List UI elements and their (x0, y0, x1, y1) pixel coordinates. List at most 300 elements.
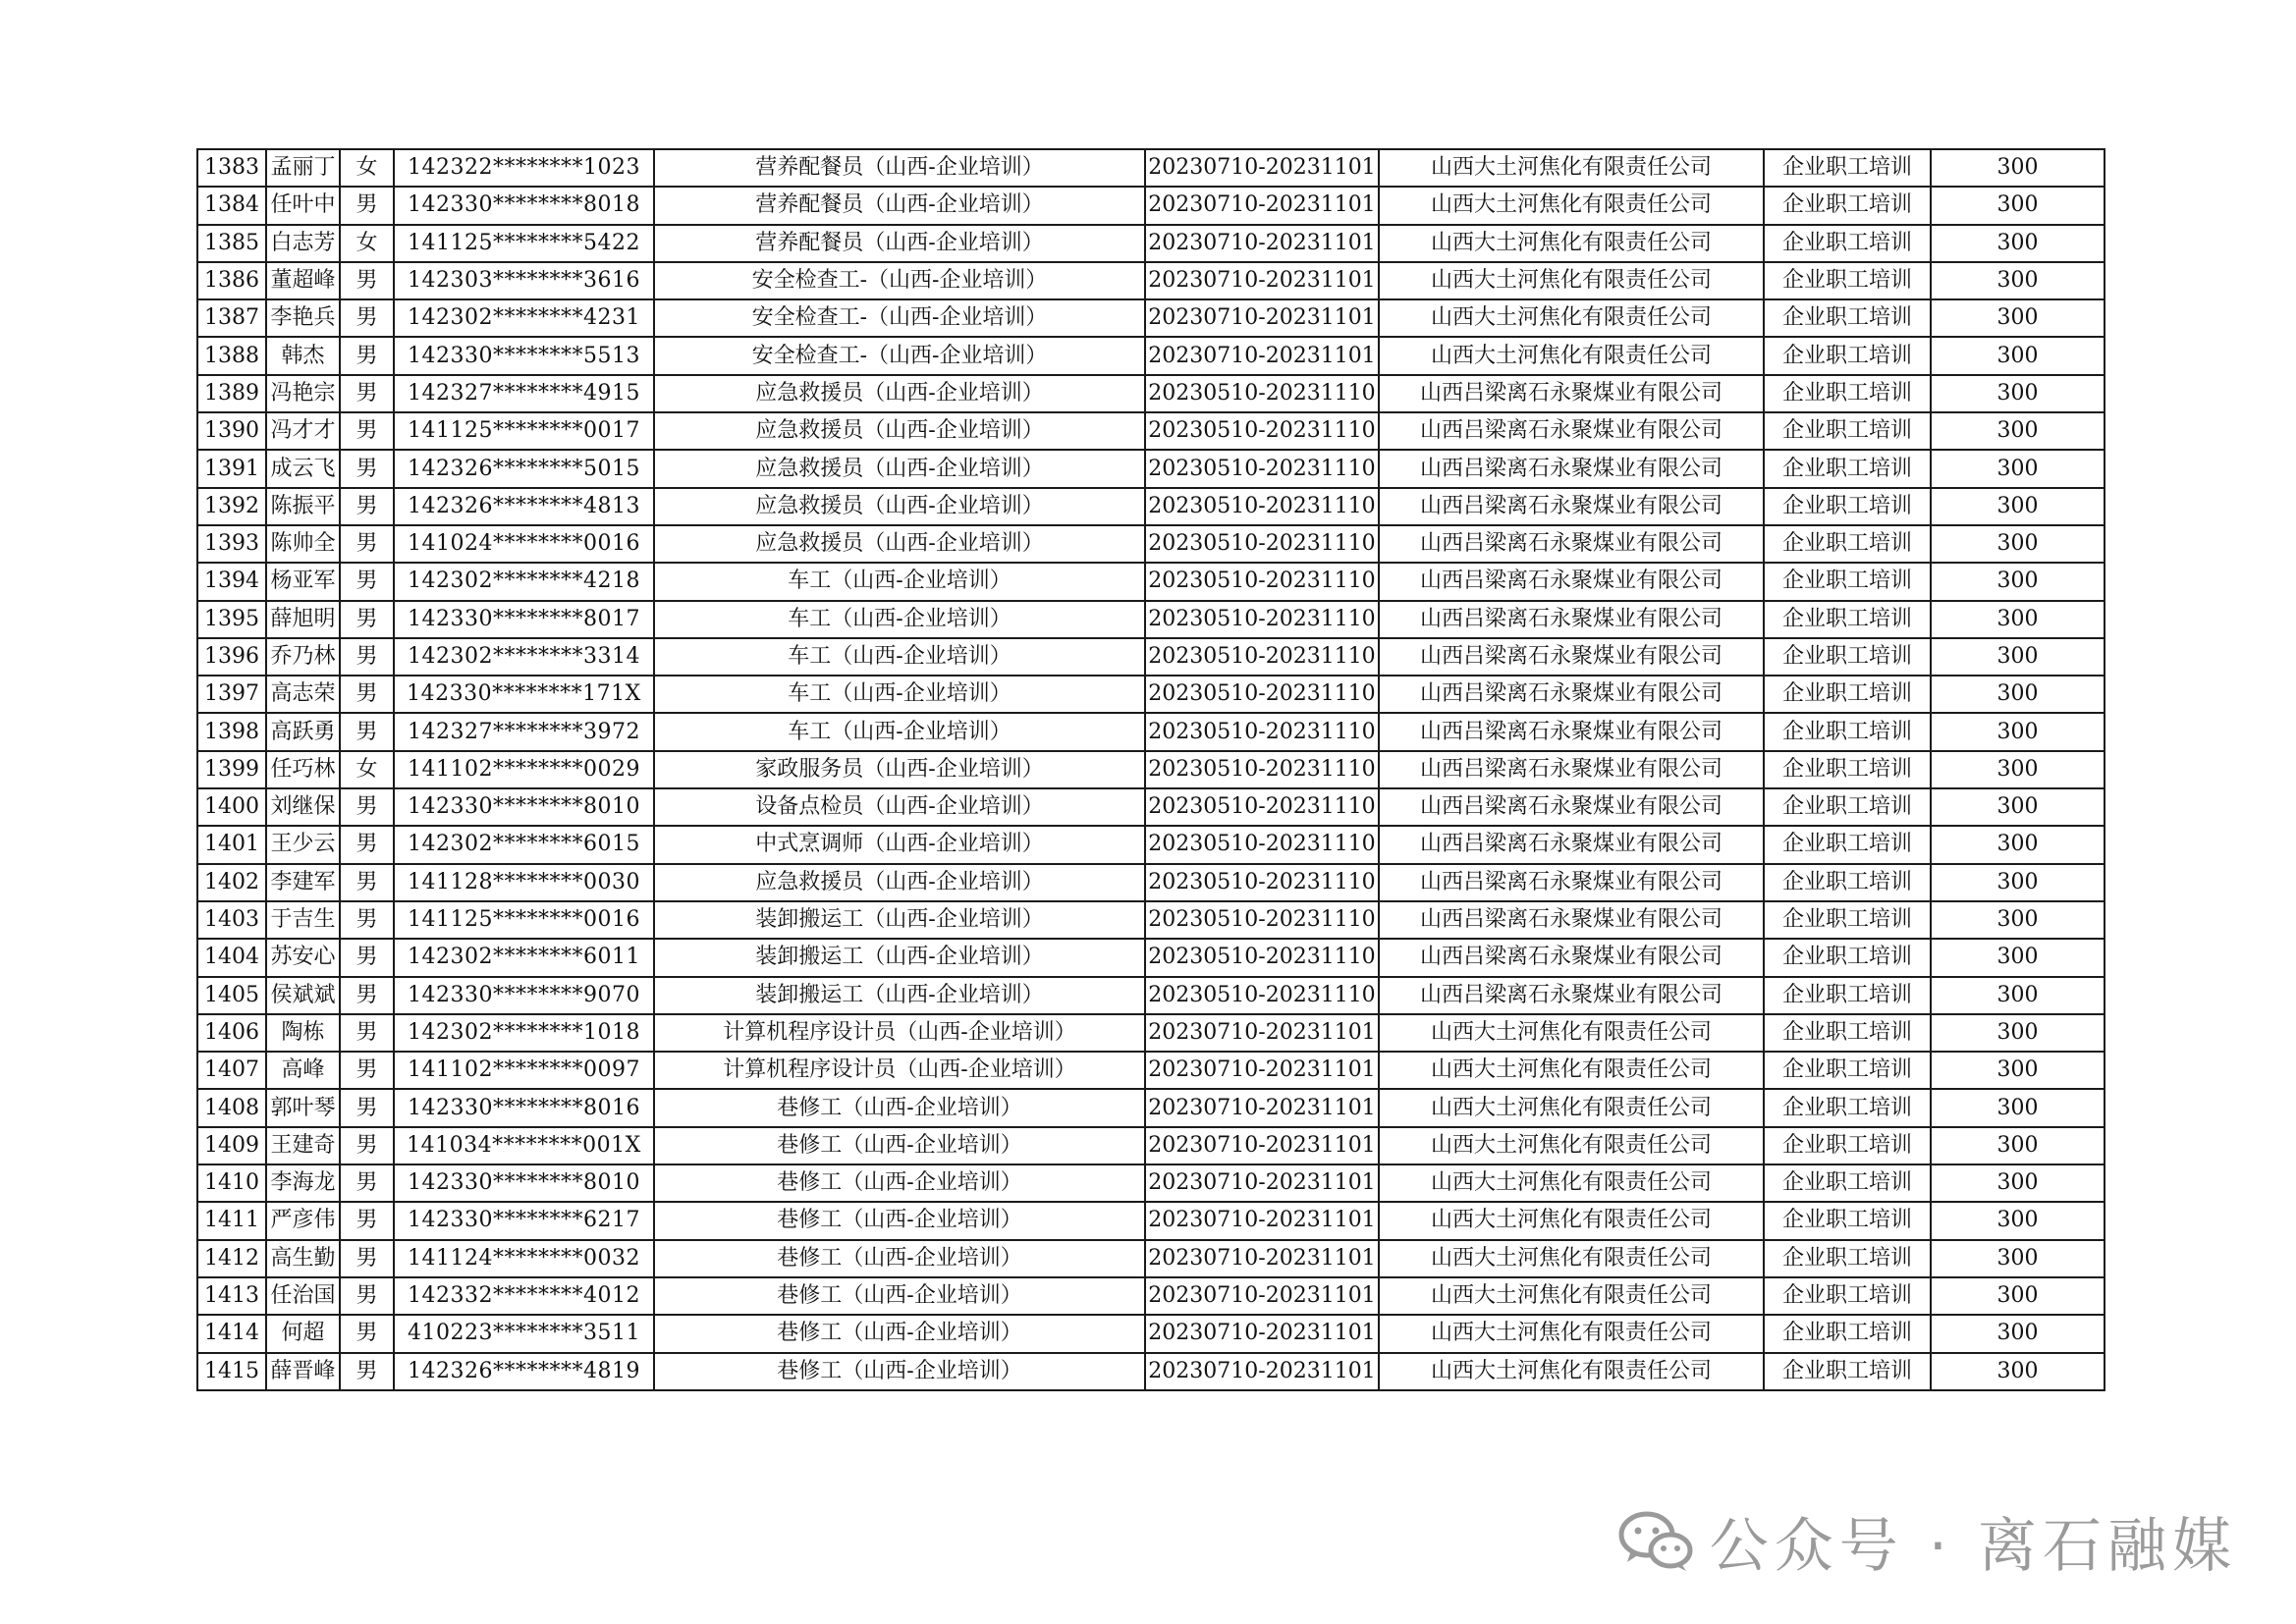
cell-period: 20230710-20231101 (1145, 1240, 1379, 1277)
table-row (197, 225, 2105, 262)
cell-index: 1389 (197, 375, 266, 412)
cell-category: 企业职工培训 (1764, 901, 1931, 939)
cell-amount: 300 (1931, 488, 2105, 525)
cell-training-type: 装卸搬运工（山西-企业培训） (654, 977, 1145, 1014)
table-row (197, 149, 2105, 187)
cell-amount: 300 (1931, 1052, 2105, 1089)
cell-company: 山西大土河焦化有限责任公司 (1379, 1353, 1764, 1390)
cell-training-type: 家政服务员（山西-企业培训） (654, 751, 1145, 788)
cell-gender: 男 (340, 450, 394, 487)
cell-index: 1399 (197, 751, 266, 788)
cell-index: 1404 (197, 939, 266, 976)
cell-training-type: 巷修工（山西-企业培训） (654, 1353, 1145, 1390)
cell-training-type: 巷修工（山西-企业培训） (654, 1240, 1145, 1277)
cell-training-type: 应急救援员（山西-企业培训） (654, 375, 1145, 412)
cell-name: 白志芳 (266, 225, 340, 262)
cell-name: 严彦伟 (266, 1202, 340, 1239)
cell-training-type: 巷修工（山西-企业培训） (654, 1315, 1145, 1352)
cell-company: 山西大土河焦化有限责任公司 (1379, 299, 1764, 337)
cell-id-number: 142332********4012 (394, 1277, 654, 1315)
cell-amount: 300 (1931, 1353, 2105, 1390)
cell-index: 1412 (197, 1240, 266, 1277)
cell-gender: 男 (340, 939, 394, 976)
cell-category: 企业职工培训 (1764, 1089, 1931, 1126)
cell-name: 刘继保 (266, 788, 340, 826)
cell-category: 企业职工培训 (1764, 788, 1931, 826)
cell-category: 企业职工培训 (1764, 1127, 1931, 1164)
cell-category: 企业职工培训 (1764, 225, 1931, 262)
table-row (197, 901, 2105, 939)
cell-company: 山西吕梁离石永聚煤业有限公司 (1379, 751, 1764, 788)
cell-category: 企业职工培训 (1764, 450, 1931, 487)
cell-period: 20230510-20231110 (1145, 864, 1379, 901)
cell-name: 高跃勇 (266, 713, 340, 750)
cell-id-number: 142330********8010 (394, 1164, 654, 1202)
cell-amount: 300 (1931, 149, 2105, 187)
cell-training-type: 巷修工（山西-企业培训） (654, 1127, 1145, 1164)
cell-period: 20230510-20231110 (1145, 375, 1379, 412)
cell-training-type: 车工（山西-企业培训） (654, 601, 1145, 638)
cell-gender: 女 (340, 225, 394, 262)
cell-index: 1384 (197, 187, 266, 224)
cell-gender: 男 (340, 375, 394, 412)
cell-amount: 300 (1931, 262, 2105, 299)
cell-period: 20230510-20231110 (1145, 638, 1379, 676)
cell-category: 企业职工培训 (1764, 713, 1931, 750)
cell-amount: 300 (1931, 225, 2105, 262)
cell-training-type: 安全检查工-（山西-企业培训） (654, 262, 1145, 299)
cell-training-type: 车工（山西-企业培训） (654, 563, 1145, 600)
cell-id-number: 142330********8016 (394, 1089, 654, 1126)
cell-name: 何超 (266, 1315, 340, 1352)
cell-company: 山西吕梁离石永聚煤业有限公司 (1379, 375, 1764, 412)
cell-index: 1402 (197, 864, 266, 901)
cell-name: 韩杰 (266, 337, 340, 374)
table-row (197, 1014, 2105, 1052)
cell-gender: 男 (340, 601, 394, 638)
cell-category: 企业职工培训 (1764, 525, 1931, 563)
cell-period: 20230510-20231110 (1145, 563, 1379, 600)
table-row (197, 1052, 2105, 1089)
cell-gender: 男 (340, 1052, 394, 1089)
cell-id-number: 141124********0032 (394, 1240, 654, 1277)
cell-company: 山西大土河焦化有限责任公司 (1379, 337, 1764, 374)
cell-category: 企业职工培训 (1764, 939, 1931, 976)
cell-amount: 300 (1931, 901, 2105, 939)
cell-company: 山西吕梁离石永聚煤业有限公司 (1379, 488, 1764, 525)
cell-category: 企业职工培训 (1764, 1164, 1931, 1202)
cell-training-type: 车工（山西-企业培训） (654, 676, 1145, 713)
cell-period: 20230710-20231101 (1145, 1052, 1379, 1089)
table-row (197, 450, 2105, 487)
cell-company: 山西吕梁离石永聚煤业有限公司 (1379, 939, 1764, 976)
cell-id-number: 141125********5422 (394, 225, 654, 262)
cell-name: 陈振平 (266, 488, 340, 525)
cell-company: 山西吕梁离石永聚煤业有限公司 (1379, 563, 1764, 600)
cell-name: 高生勤 (266, 1240, 340, 1277)
cell-index: 1385 (197, 225, 266, 262)
cell-period: 20230510-20231110 (1145, 751, 1379, 788)
cell-name: 高峰 (266, 1052, 340, 1089)
table-row (197, 1164, 2105, 1202)
cell-period: 20230510-20231110 (1145, 939, 1379, 976)
cell-index: 1397 (197, 676, 266, 713)
cell-category: 企业职工培训 (1764, 149, 1931, 187)
cell-category: 企业职工培训 (1764, 1277, 1931, 1315)
cell-gender: 男 (340, 1240, 394, 1277)
cell-amount: 300 (1931, 1164, 2105, 1202)
cell-period: 20230710-20231101 (1145, 1127, 1379, 1164)
cell-company: 山西吕梁离石永聚煤业有限公司 (1379, 901, 1764, 939)
cell-name: 李艳兵 (266, 299, 340, 337)
cell-training-type: 巷修工（山西-企业培训） (654, 1202, 1145, 1239)
cell-name: 于吉生 (266, 901, 340, 939)
cell-category: 企业职工培训 (1764, 375, 1931, 412)
cell-category: 企业职工培训 (1764, 676, 1931, 713)
cell-name: 孟丽丁 (266, 149, 340, 187)
cell-index: 1400 (197, 788, 266, 826)
cell-index: 1407 (197, 1052, 266, 1089)
cell-gender: 男 (340, 1277, 394, 1315)
cell-id-number: 141024********0016 (394, 525, 654, 563)
table-row (197, 337, 2105, 374)
cell-category: 企业职工培训 (1764, 751, 1931, 788)
cell-amount: 300 (1931, 601, 2105, 638)
table-row (197, 1127, 2105, 1164)
table-body (197, 149, 2105, 1390)
cell-gender: 男 (340, 1202, 394, 1239)
cell-period: 20230710-20231101 (1145, 1315, 1379, 1352)
cell-company: 山西大土河焦化有限责任公司 (1379, 1127, 1764, 1164)
cell-company: 山西大土河焦化有限责任公司 (1379, 1014, 1764, 1052)
cell-id-number: 142326********4813 (394, 488, 654, 525)
cell-index: 1393 (197, 525, 266, 563)
cell-period: 20230710-20231101 (1145, 1089, 1379, 1126)
cell-amount: 300 (1931, 375, 2105, 412)
table-row (197, 299, 2105, 337)
cell-company: 山西吕梁离石永聚煤业有限公司 (1379, 525, 1764, 563)
cell-index: 1392 (197, 488, 266, 525)
cell-name: 王建奇 (266, 1127, 340, 1164)
cell-period: 20230510-20231110 (1145, 826, 1379, 863)
cell-period: 20230710-20231101 (1145, 1014, 1379, 1052)
table-row (197, 864, 2105, 901)
cell-training-type: 应急救援员（山西-企业培训） (654, 864, 1145, 901)
cell-company: 山西大土河焦化有限责任公司 (1379, 1089, 1764, 1126)
cell-id-number: 142322********1023 (394, 149, 654, 187)
table-row (197, 939, 2105, 976)
cell-training-type: 营养配餐员（山西-企业培训） (654, 149, 1145, 187)
cell-index: 1388 (197, 337, 266, 374)
cell-category: 企业职工培训 (1764, 563, 1931, 600)
cell-amount: 300 (1931, 525, 2105, 563)
cell-amount: 300 (1931, 1240, 2105, 1277)
cell-amount: 300 (1931, 977, 2105, 1014)
cell-training-type: 中式烹调师（山西-企业培训） (654, 826, 1145, 863)
cell-name: 薛旭明 (266, 601, 340, 638)
cell-name: 侯斌斌 (266, 977, 340, 1014)
cell-gender: 男 (340, 337, 394, 374)
cell-amount: 300 (1931, 299, 2105, 337)
cell-company: 山西大土河焦化有限责任公司 (1379, 225, 1764, 262)
cell-training-type: 安全检查工-（山西-企业培训） (654, 337, 1145, 374)
table-row (197, 713, 2105, 750)
cell-category: 企业职工培训 (1764, 488, 1931, 525)
cell-company: 山西吕梁离石永聚煤业有限公司 (1379, 412, 1764, 450)
table-row (197, 1089, 2105, 1126)
table-row (197, 1353, 2105, 1390)
cell-id-number: 142330********6217 (394, 1202, 654, 1239)
cell-amount: 300 (1931, 676, 2105, 713)
cell-id-number: 142302********6015 (394, 826, 654, 863)
cell-name: 冯才才 (266, 412, 340, 450)
cell-id-number: 142330********5513 (394, 337, 654, 374)
cell-name: 郭叶琴 (266, 1089, 340, 1126)
table-row (197, 262, 2105, 299)
cell-training-type: 设备点检员（山西-企业培训） (654, 788, 1145, 826)
table-row (197, 412, 2105, 450)
cell-period: 20230510-20231110 (1145, 488, 1379, 525)
table-row (197, 187, 2105, 224)
cell-index: 1391 (197, 450, 266, 487)
cell-name: 任巧林 (266, 751, 340, 788)
cell-gender: 男 (340, 826, 394, 863)
table-row (197, 638, 2105, 676)
cell-id-number: 142302********4231 (394, 299, 654, 337)
cell-category: 企业职工培训 (1764, 1052, 1931, 1089)
cell-id-number: 141128********0030 (394, 864, 654, 901)
cell-training-type: 巷修工（山西-企业培训） (654, 1277, 1145, 1315)
cell-gender: 男 (340, 864, 394, 901)
cell-company: 山西吕梁离石永聚煤业有限公司 (1379, 826, 1764, 863)
cell-category: 企业职工培训 (1764, 1014, 1931, 1052)
cell-name: 苏安心 (266, 939, 340, 976)
cell-period: 20230510-20231110 (1145, 788, 1379, 826)
cell-company: 山西大土河焦化有限责任公司 (1379, 1164, 1764, 1202)
cell-name: 李建军 (266, 864, 340, 901)
table-row (197, 751, 2105, 788)
cell-index: 1398 (197, 713, 266, 750)
cell-company: 山西吕梁离石永聚煤业有限公司 (1379, 676, 1764, 713)
cell-training-type: 计算机程序设计员（山西-企业培训） (654, 1052, 1145, 1089)
cell-category: 企业职工培训 (1764, 864, 1931, 901)
cell-id-number: 410223********3511 (394, 1315, 654, 1352)
table-row (197, 1202, 2105, 1239)
cell-index: 1414 (197, 1315, 266, 1352)
cell-gender: 男 (340, 187, 394, 224)
cell-gender: 男 (340, 1164, 394, 1202)
cell-period: 20230510-20231110 (1145, 601, 1379, 638)
table-row (197, 488, 2105, 525)
cell-name: 陶栋 (266, 1014, 340, 1052)
cell-amount: 300 (1931, 1315, 2105, 1352)
cell-id-number: 142326********5015 (394, 450, 654, 487)
cell-index: 1396 (197, 638, 266, 676)
cell-company: 山西大土河焦化有限责任公司 (1379, 149, 1764, 187)
cell-company: 山西吕梁离石永聚煤业有限公司 (1379, 450, 1764, 487)
cell-index: 1395 (197, 601, 266, 638)
cell-id-number: 142327********3972 (394, 713, 654, 750)
cell-training-type: 营养配餐员（山西-企业培训） (654, 187, 1145, 224)
cell-id-number: 142330********8010 (394, 788, 654, 826)
cell-amount: 300 (1931, 1202, 2105, 1239)
cell-company: 山西大土河焦化有限责任公司 (1379, 1240, 1764, 1277)
cell-gender: 男 (340, 525, 394, 563)
cell-period: 20230710-20231101 (1145, 262, 1379, 299)
cell-amount: 300 (1931, 1089, 2105, 1126)
cell-training-type: 车工（山西-企业培训） (654, 713, 1145, 750)
watermark (1617, 1502, 2237, 1581)
cell-category: 企业职工培训 (1764, 1315, 1931, 1352)
cell-period: 20230510-20231110 (1145, 412, 1379, 450)
cell-training-type: 应急救援员（山西-企业培训） (654, 412, 1145, 450)
cell-gender: 男 (340, 412, 394, 450)
cell-training-type: 车工（山西-企业培训） (654, 638, 1145, 676)
cell-index: 1415 (197, 1353, 266, 1390)
cell-id-number: 141034********001X (394, 1127, 654, 1164)
cell-amount: 300 (1931, 1127, 2105, 1164)
cell-amount: 300 (1931, 751, 2105, 788)
cell-amount: 300 (1931, 713, 2105, 750)
cell-period: 20230510-20231110 (1145, 450, 1379, 487)
cell-id-number: 142330********171X (394, 676, 654, 713)
cell-period: 20230510-20231110 (1145, 977, 1379, 1014)
cell-gender: 男 (340, 788, 394, 826)
cell-training-type: 装卸搬运工（山西-企业培训） (654, 901, 1145, 939)
cell-index: 1401 (197, 826, 266, 863)
cell-id-number: 141125********0017 (394, 412, 654, 450)
cell-id-number: 142326********4819 (394, 1353, 654, 1390)
cell-company: 山西大土河焦化有限责任公司 (1379, 1052, 1764, 1089)
table-row (197, 601, 2105, 638)
cell-amount: 300 (1931, 337, 2105, 374)
cell-amount: 300 (1931, 187, 2105, 224)
cell-amount: 300 (1931, 450, 2105, 487)
cell-amount: 300 (1931, 864, 2105, 901)
watermark-text: 公众号 · 离石融媒 (1709, 1512, 2237, 1581)
cell-period: 20230710-20231101 (1145, 337, 1379, 374)
cell-index: 1411 (197, 1202, 266, 1239)
cell-gender: 男 (340, 901, 394, 939)
cell-id-number: 142330********9070 (394, 977, 654, 1014)
cell-gender: 男 (340, 1014, 394, 1052)
cell-training-type: 巷修工（山西-企业培训） (654, 1164, 1145, 1202)
cell-gender: 男 (340, 1353, 394, 1390)
table-row (197, 788, 2105, 826)
cell-gender: 男 (340, 638, 394, 676)
cell-category: 企业职工培训 (1764, 299, 1931, 337)
cell-id-number: 141102********0029 (394, 751, 654, 788)
cell-training-type: 营养配餐员（山西-企业培训） (654, 225, 1145, 262)
cell-amount: 300 (1931, 1014, 2105, 1052)
table-row (197, 1240, 2105, 1277)
cell-gender: 男 (340, 1089, 394, 1126)
cell-category: 企业职工培训 (1764, 187, 1931, 224)
cell-index: 1383 (197, 149, 266, 187)
cell-gender: 男 (340, 1127, 394, 1164)
cell-name: 成云飞 (266, 450, 340, 487)
cell-id-number: 142303********3616 (394, 262, 654, 299)
cell-name: 薛晋峰 (266, 1353, 340, 1390)
cell-amount: 300 (1931, 788, 2105, 826)
cell-company: 山西大土河焦化有限责任公司 (1379, 1202, 1764, 1239)
cell-category: 企业职工培训 (1764, 412, 1931, 450)
cell-category: 企业职工培训 (1764, 1353, 1931, 1390)
cell-company: 山西吕梁离石永聚煤业有限公司 (1379, 601, 1764, 638)
cell-id-number: 142330********8018 (394, 187, 654, 224)
cell-company: 山西吕梁离石永聚煤业有限公司 (1379, 638, 1764, 676)
cell-period: 20230710-20231101 (1145, 149, 1379, 187)
cell-name: 任叶中 (266, 187, 340, 224)
wechat-icon (1617, 1509, 1696, 1574)
cell-id-number: 141125********0016 (394, 901, 654, 939)
roster-table (196, 148, 2105, 1391)
cell-category: 企业职工培训 (1764, 337, 1931, 374)
cell-training-type: 计算机程序设计员（山西-企业培训） (654, 1014, 1145, 1052)
cell-company: 山西吕梁离石永聚煤业有限公司 (1379, 713, 1764, 750)
cell-name: 王少云 (266, 826, 340, 863)
cell-training-type: 应急救援员（山西-企业培训） (654, 525, 1145, 563)
cell-category: 企业职工培训 (1764, 262, 1931, 299)
cell-index: 1408 (197, 1089, 266, 1126)
cell-name: 任治国 (266, 1277, 340, 1315)
table-row (197, 977, 2105, 1014)
cell-period: 20230510-20231110 (1145, 901, 1379, 939)
cell-name: 高志荣 (266, 676, 340, 713)
cell-training-type: 装卸搬运工（山西-企业培训） (654, 939, 1145, 976)
cell-name: 董超峰 (266, 262, 340, 299)
cell-index: 1409 (197, 1127, 266, 1164)
cell-name: 陈帅全 (266, 525, 340, 563)
table-row (197, 826, 2105, 863)
table-row (197, 1277, 2105, 1315)
cell-amount: 300 (1931, 412, 2105, 450)
cell-gender: 男 (340, 1315, 394, 1352)
cell-period: 20230510-20231110 (1145, 525, 1379, 563)
cell-id-number: 142302********1018 (394, 1014, 654, 1052)
cell-id-number: 142302********6011 (394, 939, 654, 976)
cell-gender: 女 (340, 751, 394, 788)
cell-index: 1406 (197, 1014, 266, 1052)
cell-period: 20230710-20231101 (1145, 1277, 1379, 1315)
cell-gender: 男 (340, 977, 394, 1014)
cell-category: 企业职工培训 (1764, 638, 1931, 676)
cell-category: 企业职工培训 (1764, 601, 1931, 638)
cell-company: 山西大土河焦化有限责任公司 (1379, 1277, 1764, 1315)
cell-gender: 男 (340, 299, 394, 337)
cell-company: 山西大土河焦化有限责任公司 (1379, 187, 1764, 224)
cell-period: 20230710-20231101 (1145, 1202, 1379, 1239)
cell-company: 山西大土河焦化有限责任公司 (1379, 262, 1764, 299)
cell-period: 20230710-20231101 (1145, 225, 1379, 262)
cell-name: 冯艳宗 (266, 375, 340, 412)
cell-period: 20230710-20231101 (1145, 187, 1379, 224)
cell-category: 企业职工培训 (1764, 977, 1931, 1014)
cell-training-type: 巷修工（山西-企业培训） (654, 1089, 1145, 1126)
cell-name: 李海龙 (266, 1164, 340, 1202)
cell-gender: 男 (340, 262, 394, 299)
cell-id-number: 142330********8017 (394, 601, 654, 638)
cell-index: 1394 (197, 563, 266, 600)
cell-period: 20230510-20231110 (1145, 676, 1379, 713)
cell-period: 20230710-20231101 (1145, 1164, 1379, 1202)
table-row (197, 563, 2105, 600)
cell-company: 山西吕梁离石永聚煤业有限公司 (1379, 977, 1764, 1014)
cell-period: 20230510-20231110 (1145, 713, 1379, 750)
cell-index: 1405 (197, 977, 266, 1014)
cell-index: 1403 (197, 901, 266, 939)
cell-training-type: 应急救援员（山西-企业培训） (654, 450, 1145, 487)
